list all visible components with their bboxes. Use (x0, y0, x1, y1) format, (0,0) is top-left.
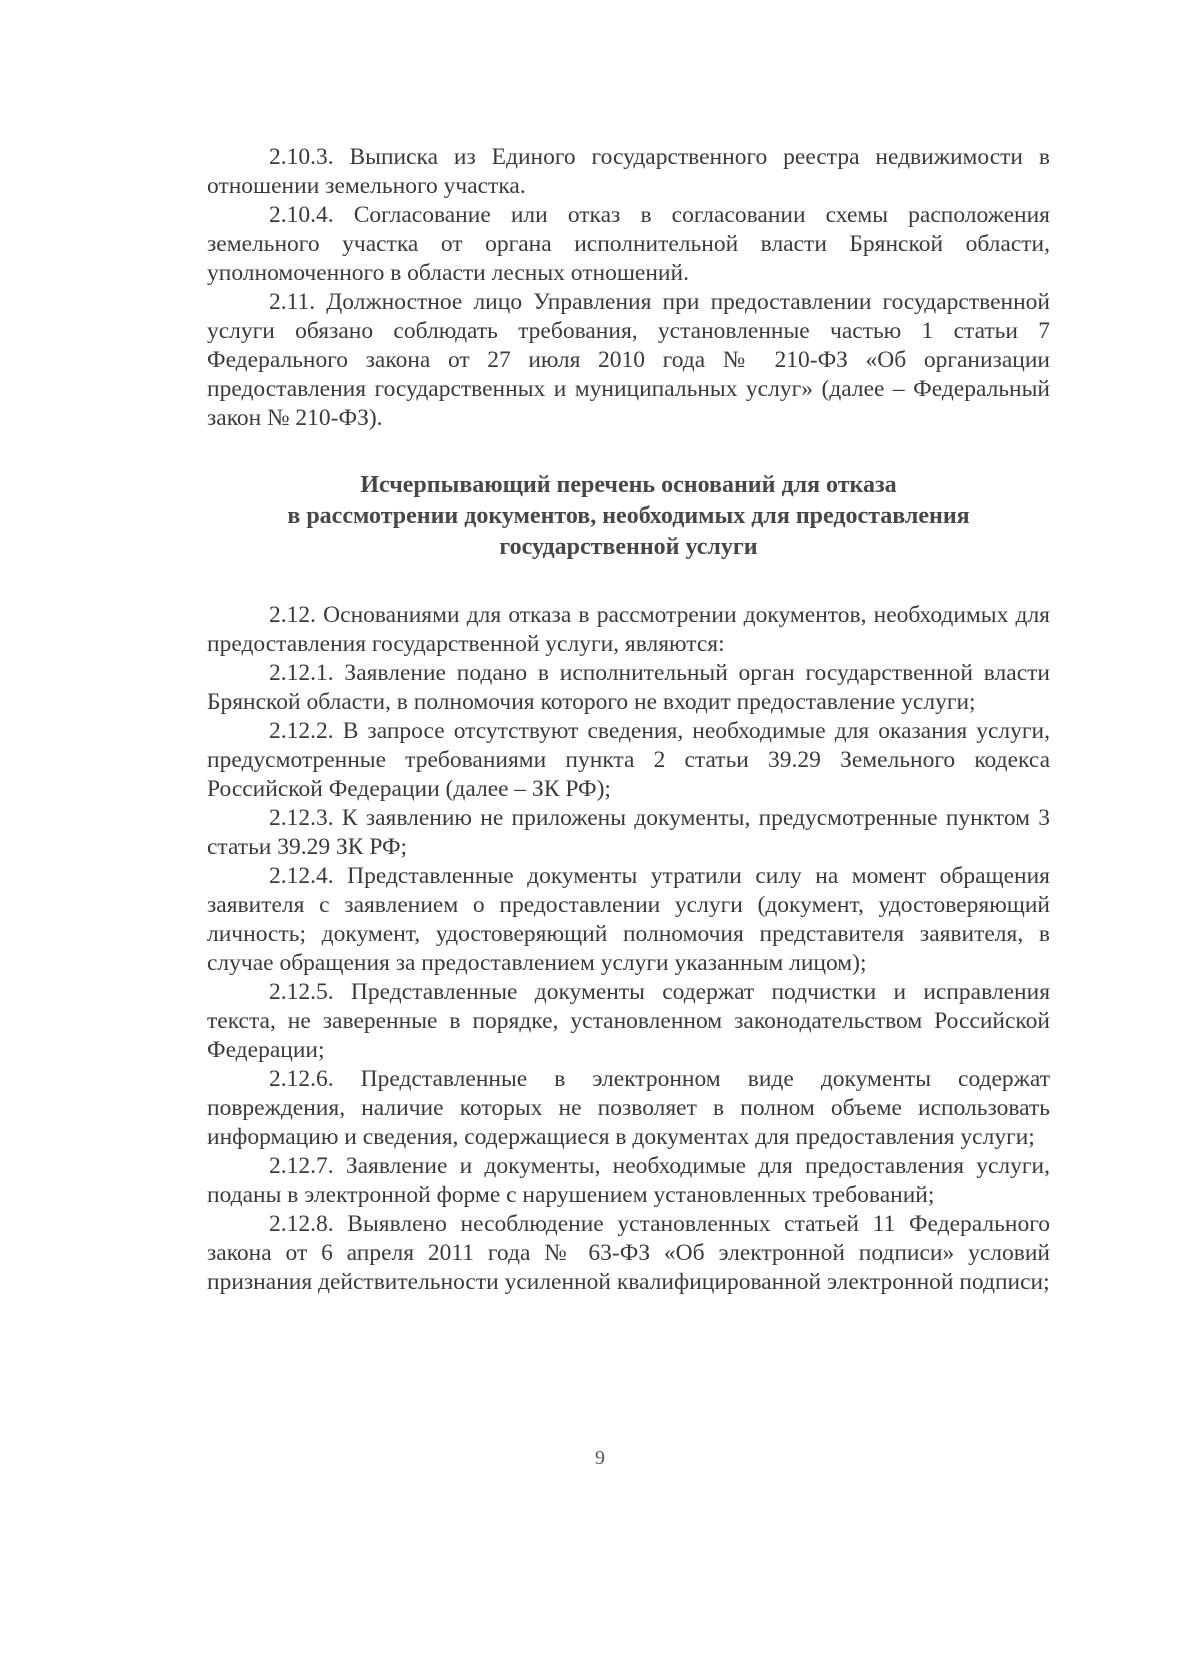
paragraph-2-12-1: 2.12.1. Заявление подано в исполнительный орган государственной власти Брянской области, в полномочия которого не входит предоставление услуги; (207, 660, 1050, 715)
section-heading-line-3: государственной услуги (499, 534, 758, 560)
paragraph-2-10-3: 2.10.3. Выписка из Единого государственного реестра недвижимости в отношении земельного участка. (207, 144, 1050, 199)
paragraph-2-12-5: 2.12.5. Представленные документы содержат подчистки и исправления текста, не заверенные в порядке, установленном законодательством Российской Федерации; (207, 979, 1050, 1063)
paragraph-2-12-2: 2.12.2. В запросе отсутствуют сведения, необходимые для оказания услуги, предусмотренные требованиями пункта 2 статьи 39.29 Земельного кодекса Российской Федерации (далее – ЗК РФ); (207, 718, 1050, 802)
section-heading-line-1: Исчерпывающий перечень оснований для отказа (360, 472, 897, 498)
paragraph-2-10-4: 2.10.4. Согласование или отказ в согласовании схемы расположения земельного участка от органа исполнительной власти Брянской области, уполномоченного в области лесных отношений. (207, 202, 1050, 286)
paragraph-2-12-8: 2.12.8. Выявлено несоблюдение установленных статьей 11 Федерального закона от 6 апреля 2011 года № 63-ФЗ «Об электронной подписи» условий признания действительности усиленной квалифицированной электронной подписи; (207, 1211, 1050, 1295)
paragraph-2-12: 2.12. Основаниями для отказа в рассмотрении документов, необходимых для предоставления государственной услуги, являются: (207, 602, 1050, 657)
paragraph-2-12-7: 2.12.7. Заявление и документы, необходимые для предоставления услуги, поданы в электронной форме с нарушением установленных требований; (207, 1153, 1050, 1208)
paragraph-2-12-4: 2.12.4. Представленные документы утратили силу на момент обращения заявителя с заявлением о предоставлении услуги (документ, удостоверяющий личность; документ, удостоверяющий полномочия представителя заявителя, в случае обращения за предоставлением услуги указанным лицом); (207, 863, 1050, 976)
paragraph-2-11: 2.11. Должностное лицо Управления при предоставлении государственной услуги обязано соблюдать требования, установленные частью 1 статьи 7 Федерального закона от 27 июля 2010 года № 210-ФЗ «Об организации предоставления государственных и муниципальных услуг» (далее – Федеральный закон № 210-ФЗ). (207, 289, 1050, 431)
paragraph-2-12-6: 2.12.6. Представленные в электронном виде документы содержат повреждения, наличие которых не позволяет в полном объеме использовать информацию и сведения, содержащиеся в документах для предоставления услуги; (207, 1066, 1050, 1150)
document-body (207, 143, 1050, 1297)
page-number: 9 (595, 1447, 605, 1469)
section-heading-line-2: в рассмотрении документов, необходимых для предоставления (287, 503, 970, 529)
section-heading (207, 470, 1050, 563)
paragraph-2-12-3: 2.12.3. К заявлению не приложены документы, предусмотренные пунктом 3 статьи 39.29 ЗК РФ; (207, 805, 1050, 860)
